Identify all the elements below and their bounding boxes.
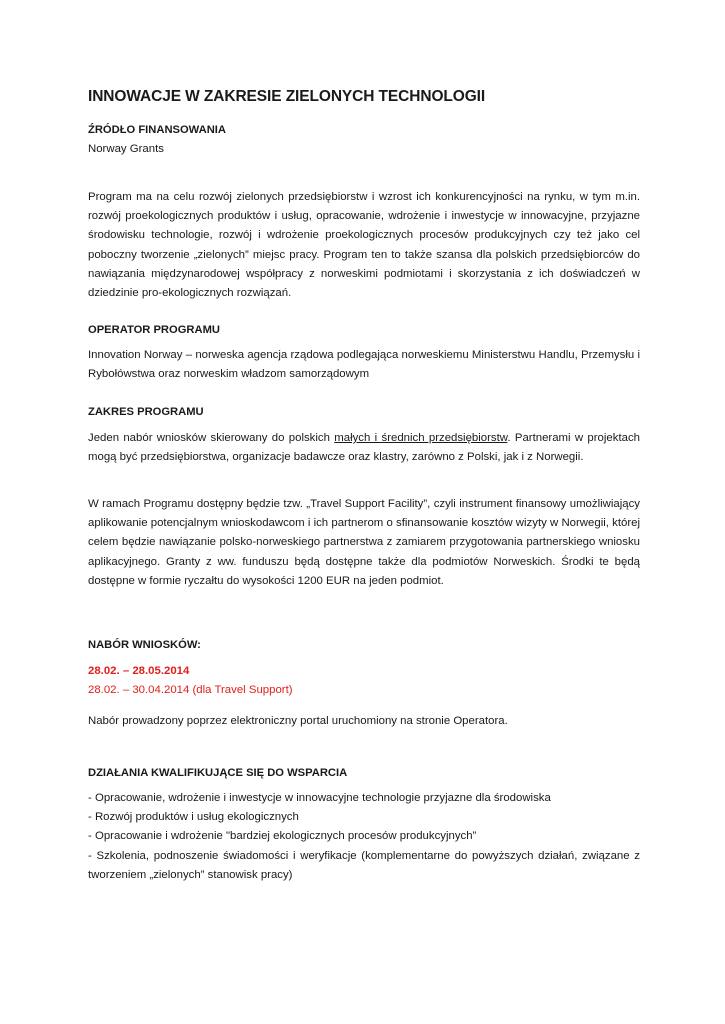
actions-heading: DZIAŁANIA KWALIFIKUJĄCE SIĘ DO WSPARCIA [88, 767, 348, 779]
list-item: - Szkolenia, podnoszenie świadomości i weryfikacje (komplementarne do powyższych działań, związane z tworzeniem „zielonych” stanowisk pracy) [88, 849, 640, 881]
scope-paragraph-1 [88, 429, 640, 467]
page-title: INNOWACJE W ZAKRESIE ZIELONYCH TECHNOLOGII [88, 88, 486, 105]
sme-link[interactable]: małych i średnich przedsiębiorstw [334, 432, 508, 444]
scope-heading: ZAKRES PROGRAMU [88, 406, 204, 418]
scope-text-after: . Partnerami w projektach mogą być przedsiębiorstwa, organizacje badawcze oraz klastry, zarówno z Polski, jak i z Norwegii. [88, 432, 640, 464]
calls-note: Nabór prowadzony poprzez elektroniczny portal uruchomiony na stronie Operatora. [88, 715, 508, 727]
intro-paragraph: Program ma na celu rozwój zielonych przedsiębiorstw i wzrost ich konkurencyjności na rynku, w tym m.in. rozwój proekologicznych produktów i usług, opracowanie, wdrożenie i inwestycje w innowacyjne, przyjazne środowisku technologie, rozwój i wdrożenie proekologicznych procesów produkcyjnych czy też jako cel poboczny tworzenie „zielonych” miejsc pracy. Program ten to także szansa dla polskich przedsiębiorców do nawiązania międzynarodowej współpracy z norweskimi podmiotami i skorzystania z ich doświadczeń w dziedzinie pro-ekologicznych rozwiązań. [88, 191, 640, 300]
list-item: - Opracowanie, wdrożenie i inwestycje w innowacyjne technologie przyjazne dla środowiska [88, 792, 551, 804]
operator-heading: OPERATOR PROGRAMU [88, 324, 220, 336]
calls-date-travel: 28.02. – 30.04.2014 (dla Travel Support) [88, 684, 293, 696]
actions-list-container [88, 789, 640, 885]
calls-heading: NABÓR WNIOSKÓW: [88, 639, 201, 651]
operator-text: Innovation Norway – norweska agencja rządowa podlegająca norweskiemu Ministerstwu Handlu, Przemysłu i Rybołówstwa oraz norweskim władzom samorządowym [88, 349, 640, 381]
calls-date-main: 28.02. – 28.05.2014 [88, 665, 190, 677]
scope-paragraph-2: W ramach Programu dostępny będzie tzw. „Travel Support Facility”, czyli instrument finansowy umożliwiający aplikowanie potencjalnym wnioskodawcom i ich partnerom o sfinansowanie kosztów wizyty w Norwegii, której celem będzie nawiązanie polsko-norweskiego partnerstwa z zamiarem przygotowania partnerskiego wniosku aplikacyjnego. Granty z ww. funduszu będą dostępne także dla podmiotów Norweskich. Środki te będą dostępne w formie ryczałtu do wysokości 1200 EUR na jeden podmiot. [88, 498, 640, 587]
source-value: Norway Grants [88, 143, 164, 155]
actions-list [88, 789, 640, 885]
list-item: - Rozwój produktów i usług ekologicznych [88, 811, 299, 824]
list-item: - Opracowanie i wdrożenie "bardziej ekologicznych procesów produkcyjnych” [88, 830, 477, 843]
source-heading: ŹRÓDŁO FINANSOWANIA [88, 124, 226, 136]
scope-text-before: Jeden nabór wniosków skierowany do polskich [88, 432, 335, 444]
